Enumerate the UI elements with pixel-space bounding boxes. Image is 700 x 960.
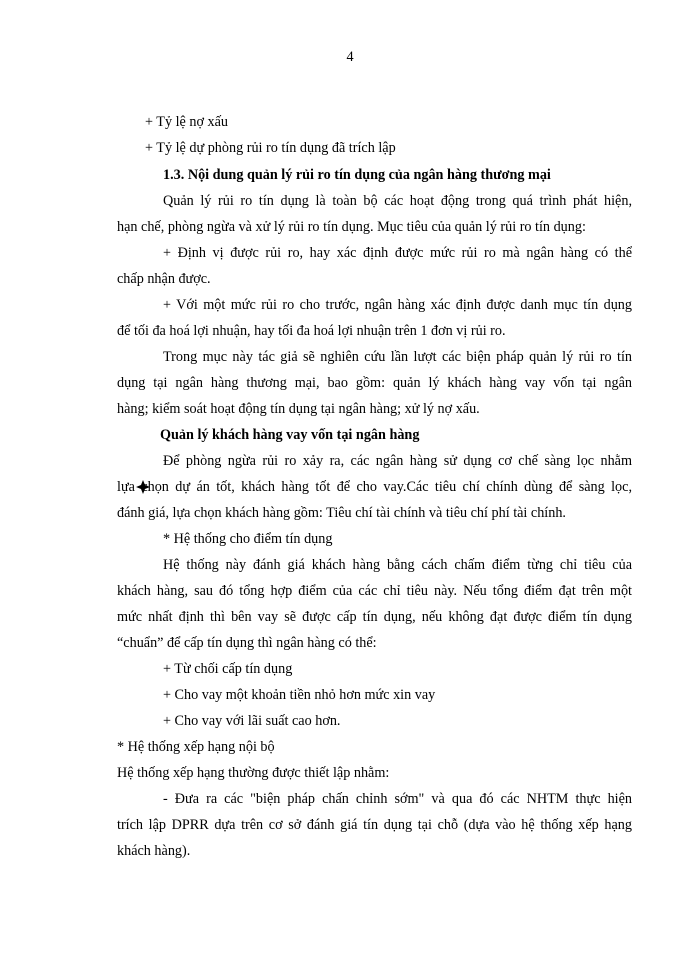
rating-intro: Hệ thống xếp hạng thường được thiết lập nhằm: — [117, 765, 390, 781]
paragraph-line: Quản lý rủi ro tín dụng là toàn bộ các hoạt động trong quá trình phát hiện, — [163, 193, 632, 209]
paragraph-line: + Định vị được rủi ro, hay xác định được mức rủi ro mà ngân hàng có thể — [163, 245, 632, 261]
paragraph-line: khách hàng). — [117, 843, 191, 859]
paragraph-line: “chuẩn” để cấp tín dụng thì ngân hàng có thể: — [117, 635, 377, 651]
paragraph-line: hạn chế, phòng ngừa và xử lý rủi ro tín dụng. Mục tiêu của quản lý rủi ro tín dụng: — [117, 219, 586, 235]
paragraph-line: chấp nhận được. — [117, 271, 211, 287]
list-item: + Tỷ lệ nợ xấu — [145, 114, 229, 130]
option-item: + Cho vay một khoản tiền nhỏ hơn mức xin vay — [163, 687, 436, 703]
section-heading: 1.3. Nội dung quản lý rủi ro tín dụng của ngân hàng thương mại — [163, 167, 551, 183]
option-item: + Từ chối cấp tín dụng — [163, 661, 293, 677]
paragraph-line: + Với một mức rủi ro cho trước, ngân hàng xác định được danh mục tín dụng — [163, 297, 632, 313]
paragraph-line: Hệ thống này đánh giá khách hàng bằng cách chấm điểm từng chỉ tiêu của — [163, 557, 632, 573]
paragraph-line: - Đưa ra các "biện pháp chấn chỉnh sớm" và qua đó các NHTM thực hiện — [163, 791, 632, 807]
paragraph-line: để tối đa hoá lợi nhuận, hay tối đa hoá lợi nhuận trên 1 đơn vị rủi ro. — [117, 323, 506, 339]
scoring-title: * Hệ thống cho điểm tín dụng — [163, 531, 333, 547]
paragraph-line: hàng; kiểm soát hoạt động tín dụng tại ngân hàng; xử lý nợ xấu. — [117, 401, 480, 417]
paragraph-line: trích lập DPRR dựa trên cơ sở đánh giá tín dụng tại chỗ (dựa vào hệ thống xếp hạng — [117, 817, 632, 833]
paragraph-line: Trong mục này tác giả sẽ nghiên cứu lần lượt các biện pháp quản lý rủi ro tín — [163, 349, 632, 365]
paragraph-line: khách hàng, sau đó tổng hợp điểm của các chỉ tiêu này. Nếu tổng điểm đạt trên một — [117, 583, 632, 599]
paragraph-line: mức nhất định thì bên vay sẽ được cấp tín dụng, nếu không đạt được điểm tín dụng — [117, 609, 632, 625]
paragraph-line: lựa chọn dự án tốt, khách hàng tốt để cho vay.Các tiêu chí chính dùng để sàng lọc, — [117, 479, 632, 495]
subheading: Quản lý khách hàng vay vốn tại ngân hàng — [160, 427, 420, 443]
list-item: + Tỷ lệ dự phòng rủi ro tín dụng đã trích lập — [145, 140, 396, 156]
paragraph-line: đánh giá, lựa chọn khách hàng gồm: Tiêu chí tài chính và tiêu chí phí tài chính. — [117, 505, 566, 521]
page-number: 4 — [346, 49, 354, 65]
option-item: + Cho vay với lãi suất cao hơn. — [163, 713, 341, 729]
paragraph-line: dụng tại ngân hàng thương mại, bao gồm: quản lý khách hàng vay vốn tại ngân — [117, 375, 632, 391]
paragraph-line: Để phòng ngừa rủi ro xảy ra, các ngân hàng sử dụng cơ chế sàng lọc nhằm — [163, 453, 632, 469]
rating-title: * Hệ thống xếp hạng nội bộ — [117, 739, 275, 755]
